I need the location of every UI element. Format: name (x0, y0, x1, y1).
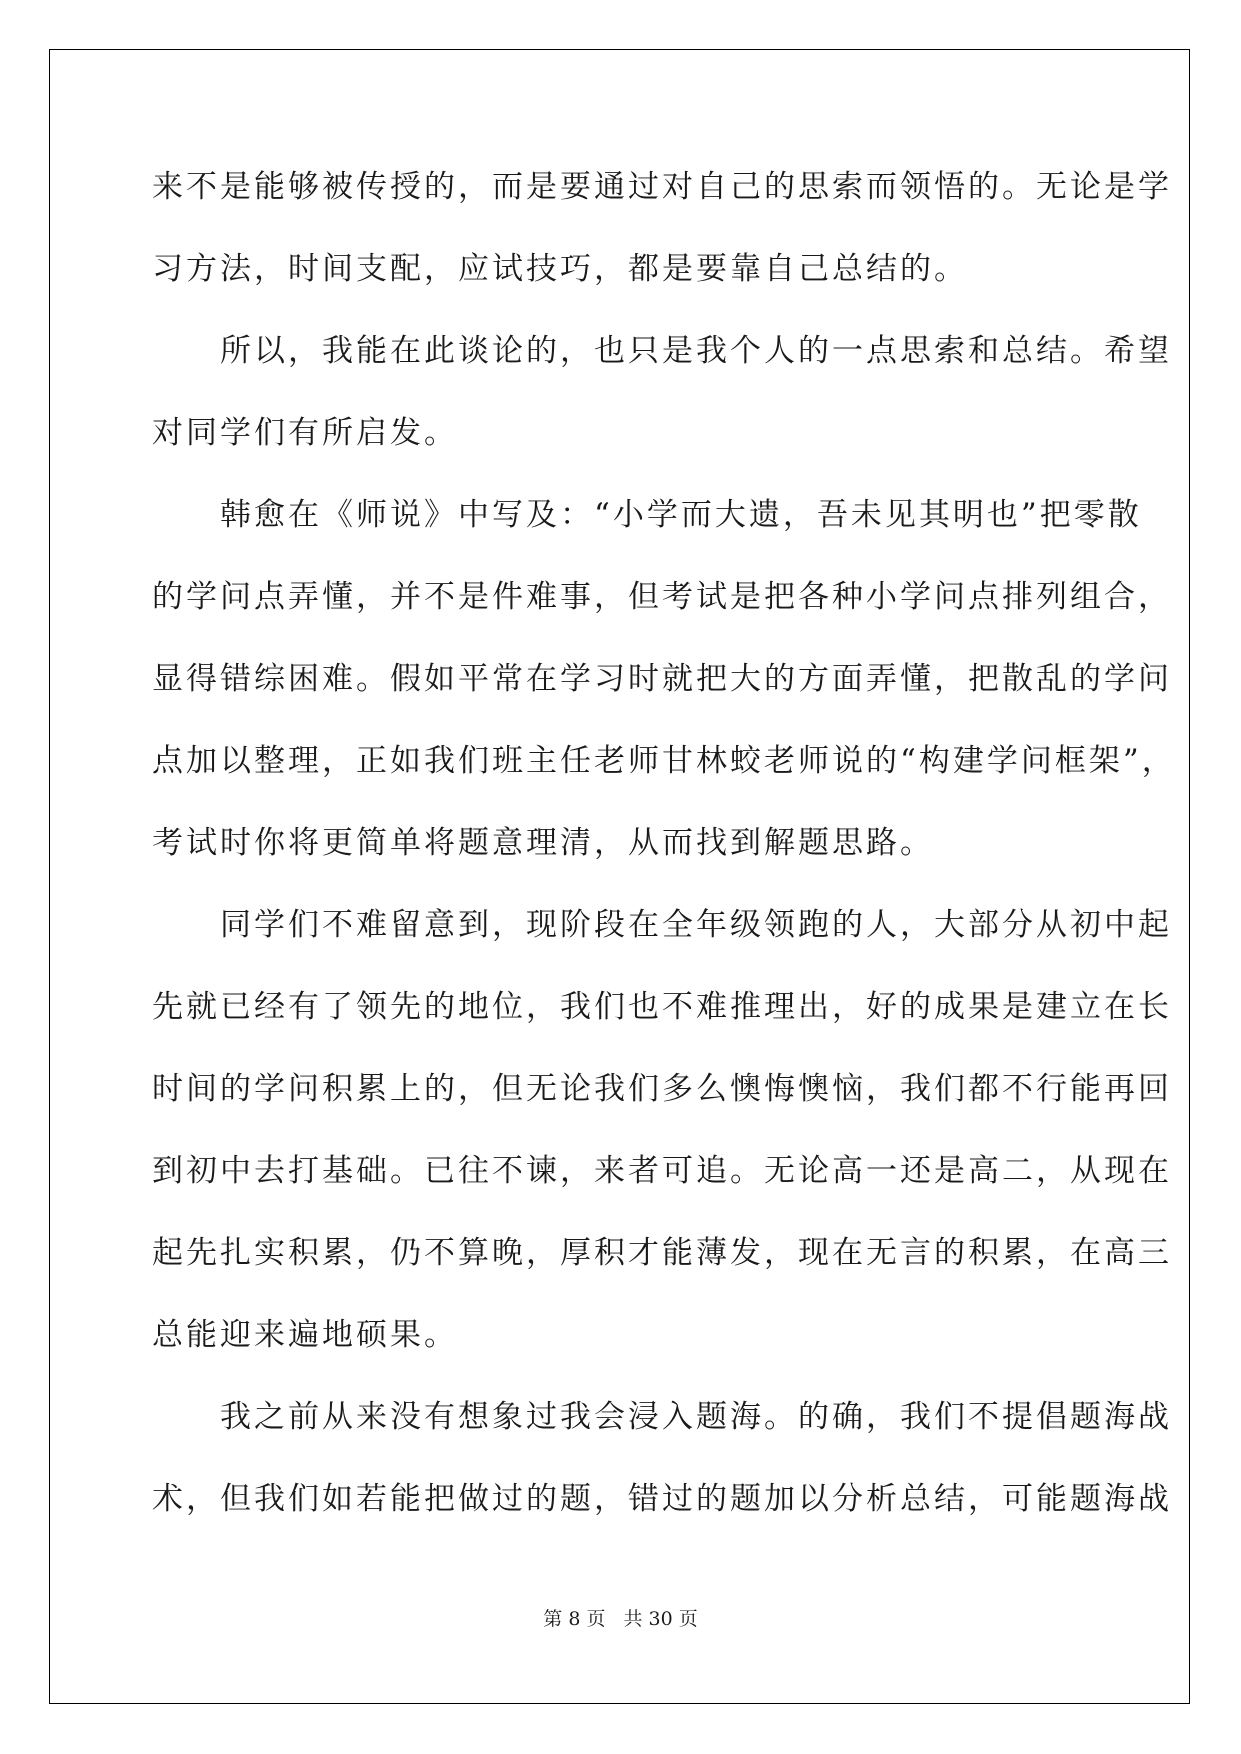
text-line: 显得错综困难。假如平常在学习时就把大的方面弄懂，把散乱的学问 (152, 661, 1172, 697)
text-line: 总能迎来遍地硕果。 (152, 1317, 458, 1353)
page-footer (0, 1607, 1241, 1631)
text-line: 所以，我能在此谈论的，也只是我个人的一点思索和总结。希望 (152, 333, 1172, 369)
text-line: 到初中去打基础。已往不谏，来者可追。无论高一还是高二，从现在 (152, 1153, 1172, 1189)
text-line: 先就已经有了领先的地位，我们也不难推理出，好的成果是建立在长 (152, 989, 1172, 1025)
text-line: 的学问点弄懂，并不是件难事，但考试是把各种小学问点排列组合， (152, 579, 1172, 615)
document-body (152, 146, 1176, 1540)
text-line: 点加以整理，正如我们班主任老师甘林蛟老师说的“构建学问框架”， (152, 743, 1176, 779)
text-line: 习方法，时间支配，应试技巧，都是要靠自己总结的。 (152, 251, 968, 287)
text-line: 起先扎实积累，仍不算晚，厚积才能薄发，现在无言的积累，在高三 (152, 1235, 1172, 1271)
text-line: 时间的学问积累上的，但无论我们多么懊悔懊恼，我们都不行能再回 (152, 1071, 1172, 1107)
page-number: 第 8 页 (543, 1608, 606, 1630)
text-line: 术，但我们如若能把做过的题，错过的题加以分析总结，可能题海战 (152, 1481, 1172, 1517)
text-line: 韩愈在《师说》中写及：“小学而大遗，吾未见其明也”把零散 (152, 497, 1142, 533)
text-line: 来不是能够被传授的，而是要通过对自己的思索而领悟的。无论是学 (152, 169, 1172, 205)
text-line: 对同学们有所启发。 (152, 415, 458, 451)
text-line: 我之前从来没有想象过我会浸入题海。的确，我们不提倡题海战 (152, 1399, 1172, 1435)
text-line: 考试时你将更简单将题意理清，从而找到解题思路。 (152, 825, 934, 861)
text-line: 同学们不难留意到，现阶段在全年级领跑的人，大部分从初中起 (152, 907, 1172, 943)
page-total: 共 30 页 (623, 1608, 698, 1630)
